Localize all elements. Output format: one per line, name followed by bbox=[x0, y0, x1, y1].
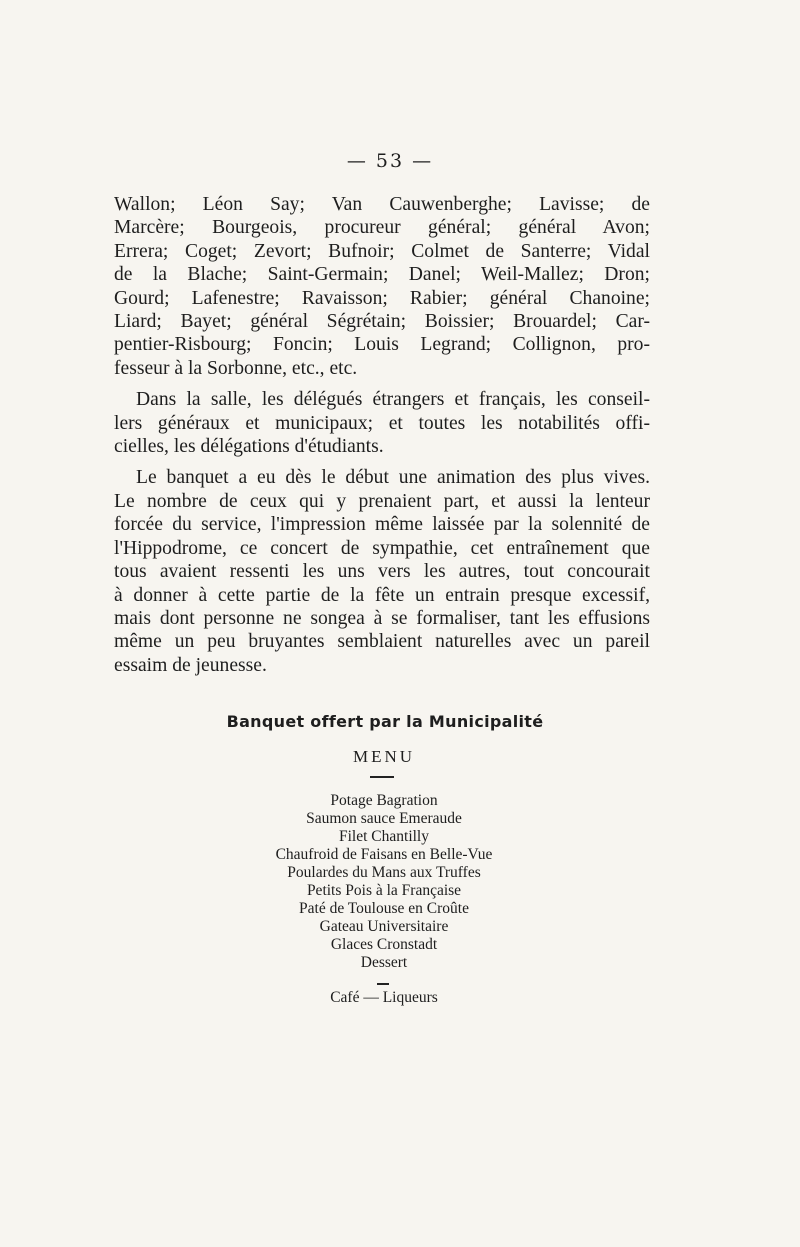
text-line: Dans la salle, les délégués étrangers et français, les conseil- bbox=[136, 389, 650, 411]
text-line: cielles, les délégations d'étudiants. bbox=[114, 436, 384, 458]
text-line: Errera; Coget; Zevort; Bufnoir; Colmet de Santerre; Vidal bbox=[114, 240, 650, 262]
text-line: même un peu bruyantes semblaient naturelles avec un pareil bbox=[114, 631, 650, 653]
menu-item: Petits Pois à la Française bbox=[306, 882, 462, 899]
text-line: fesseur à la Sorbonne, etc., etc. bbox=[114, 357, 358, 379]
text-line: Le banquet a eu dès le début une animation des plus vives. bbox=[136, 467, 650, 489]
menu-item: Chaufroid de Faisans en Belle-Vue bbox=[275, 846, 493, 863]
paragraph-banquet bbox=[114, 466, 650, 677]
text-line: pentier-Risbourg; Foncin; Louis Legrand; Collignon, pro- bbox=[114, 334, 650, 356]
menu-item: Paté de Toulouse en Croûte bbox=[299, 900, 469, 917]
text-line: à donner à cette partie de la fête un entrain presque excessif, bbox=[114, 584, 650, 606]
text-line: l'Hippodrome, ce concert de sympathie, cet entraînement que bbox=[114, 537, 650, 559]
body-text bbox=[114, 193, 650, 685]
text-line: forcée du service, l'impression même laissée par la solennité de bbox=[114, 514, 650, 536]
menu-item: Saumon sauce Emeraude bbox=[306, 810, 462, 827]
menu-heading: MENU bbox=[352, 747, 416, 766]
paragraph-guest-list bbox=[114, 193, 650, 380]
menu-item: Potage Bagration bbox=[330, 792, 438, 809]
text-line: de la Blache; Saint-Germain; Danel; Weil-Mallez; Dron; bbox=[114, 264, 650, 286]
text-line: lers généraux et municipaux; et toutes les notabilités offi- bbox=[114, 412, 650, 434]
menu-list bbox=[0, 792, 768, 972]
menu-item: Gateau Universitaire bbox=[319, 918, 449, 935]
text-line: Le nombre de ceux qui y prenaient part, et aussi la lenteur bbox=[114, 490, 650, 512]
menu-item: Dessert bbox=[360, 954, 408, 971]
menu-item: Glaces Cronstadt bbox=[330, 936, 438, 953]
text-line: Liard; Bayet; général Ségrétain; Boissier; Brouardel; Car- bbox=[114, 311, 650, 333]
banquet-title: Banquet offert par la Municipalité bbox=[226, 712, 544, 731]
text-line: Marcère; Bourgeois, procureur général; général Avon; bbox=[114, 217, 650, 239]
text-line: essaim de jeunesse. bbox=[114, 654, 267, 676]
text-line: tous avaient ressenti les uns vers les autres, tout concourait bbox=[114, 561, 650, 583]
text-line: mais dont personne ne songea à se formaliser, tant les effusions bbox=[114, 607, 650, 629]
text-line: Wallon; Léon Say; Van Cauwenberghe; Lavisse; de bbox=[114, 194, 650, 215]
paragraph-hall bbox=[114, 388, 650, 458]
text-line: Gourd; Lafenestre; Ravaisson; Rabier; général Chanoine; bbox=[114, 287, 650, 309]
menu-footer: Café — Liqueurs bbox=[330, 989, 438, 1006]
menu-divider bbox=[370, 776, 394, 778]
page-number: — 53 — bbox=[346, 150, 434, 172]
menu-item: Poulardes du Mans aux Truffes bbox=[287, 864, 481, 881]
menu-divider-short bbox=[377, 983, 389, 985]
menu-item: Filet Chantilly bbox=[339, 828, 429, 845]
